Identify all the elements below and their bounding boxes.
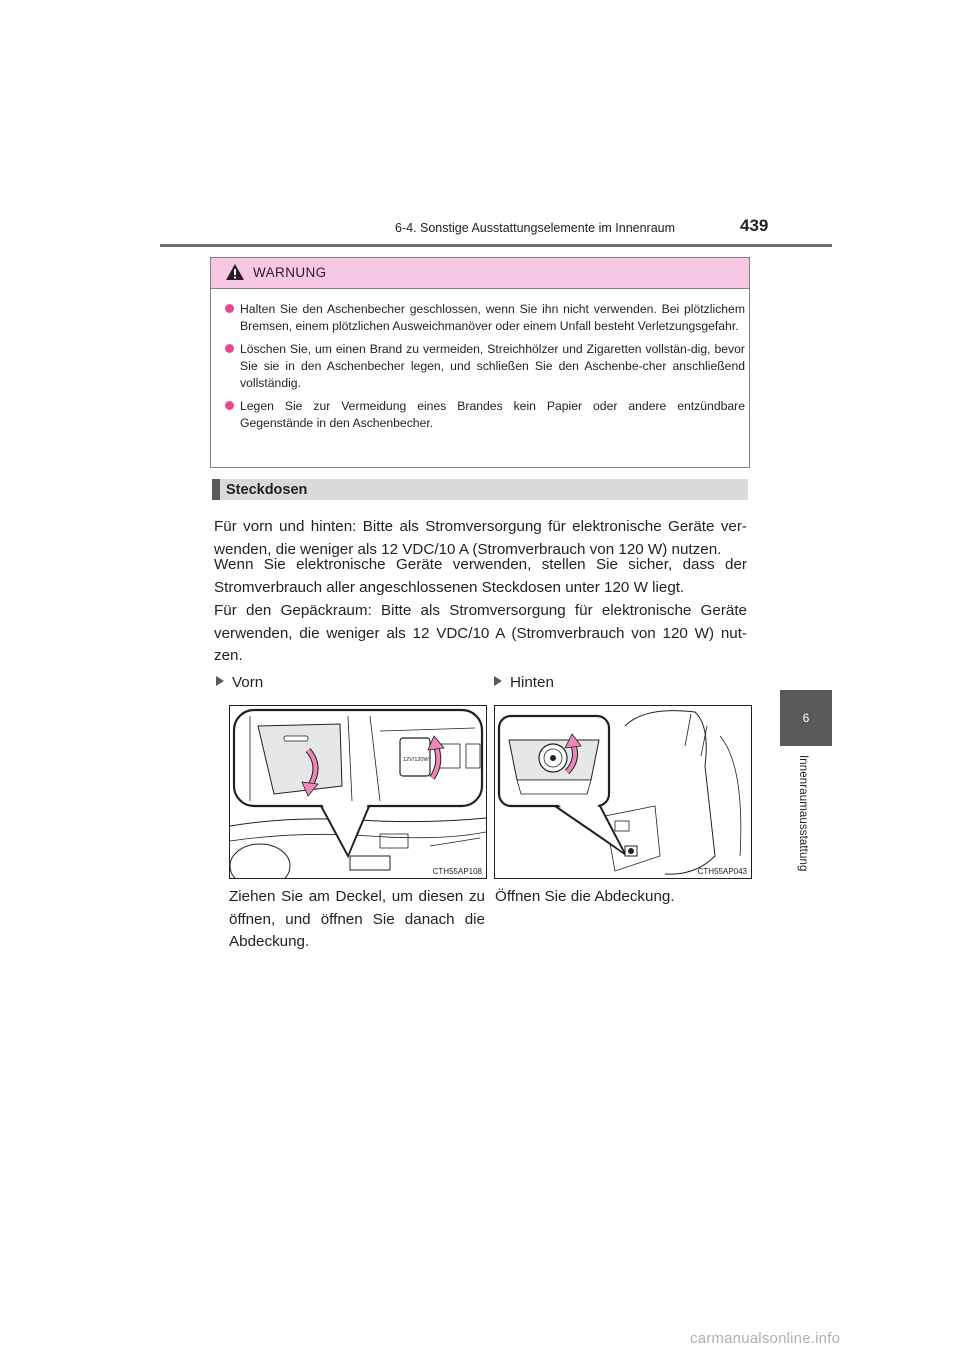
- warning-header: [211, 258, 749, 289]
- warning-item: [225, 341, 745, 392]
- section-title: Steckdosen: [226, 482, 308, 498]
- triangle-right-icon: [494, 676, 502, 686]
- paragraph: Wenn Sie elektronische Geräte verwenden, stellen Sie sicher, dass der Stromverbrauch aller angeschlossenen Steckdosen unter 120 W liegt.: [214, 556, 747, 596]
- figure-rear-socket: [494, 705, 752, 879]
- figure-code: CTH55AP108: [432, 867, 482, 876]
- paragraph: Für den Gepäckraum: Bitte als Stromversorgung für elektronische Geräte verwenden, die weniger als 12 VDC/10 A (Stromverbrauch von 120 W) nut-zen.: [214, 602, 747, 664]
- running-header-section: 6-4. Sonstige Ausstattungselemente im Innenraum: [395, 221, 676, 235]
- subheading-front: Vorn: [216, 674, 263, 691]
- warning-item: [225, 398, 745, 432]
- warning-item-text: Halten Sie den Aschenbecher geschlossen, wenn Sie ihn nicht verwenden. Bei plötzlichem Bremsen, einem plötzlichen Ausweichmanöver oder einem Unfall besteht Verletzungsgefahr.: [240, 302, 745, 333]
- socket-rating-label: 12V/120W: [403, 757, 429, 763]
- warning-item-text: Legen Sie zur Vermeidung eines Brandes kein Papier oder andere entzündbare Gegenstände in den Aschenbecher.: [240, 399, 745, 430]
- warning-item-text: Löschen Sie, um einen Brand zu vermeiden, Streichhölzer und Zigaretten vollstän-dig, bevor Sie sie in den Aschenbecher legen, und schließen Sie den Aschenbe-cher anschließend vollständig.: [240, 342, 745, 390]
- warning-item: [225, 301, 745, 335]
- front-socket-illustration: [230, 706, 486, 878]
- rear-socket-illustration: [495, 706, 751, 878]
- bullet-icon: [225, 401, 234, 410]
- subheading-rear: Hinten: [494, 674, 554, 691]
- warning-box: [210, 257, 750, 468]
- section-heading-marker: [212, 479, 220, 500]
- bullet-icon: [225, 344, 234, 353]
- warning-title: WARNUNG: [253, 265, 327, 280]
- header-rule: [160, 244, 832, 247]
- figure-front-socket: [229, 705, 487, 879]
- figure-caption-front: Ziehen Sie am Deckel, um diesen zu öffnen, und öffnen Sie danach die Abdeckung.: [229, 888, 485, 950]
- figure-code: CTH55AP043: [697, 867, 747, 876]
- bullet-icon: [225, 304, 234, 313]
- paragraph: Für vorn und hinten: Bitte als Stromversorgung für elektronische Geräte ver-wenden, die weniger als 12 VDC/10 A (Stromverbrauch von 120 W) nutzen.: [214, 518, 747, 558]
- figure-caption-rear: Öffnen Sie die Abdeckung.: [495, 888, 675, 905]
- chapter-title: Innenraumausstattung: [797, 755, 809, 872]
- warning-list: [225, 301, 745, 438]
- watermark: carmanualsonline.info: [690, 1330, 841, 1347]
- triangle-right-icon: [216, 676, 224, 686]
- warning-triangle-icon: [225, 263, 245, 281]
- chapter-number: 6: [802, 711, 810, 725]
- page-number: 439: [740, 216, 769, 235]
